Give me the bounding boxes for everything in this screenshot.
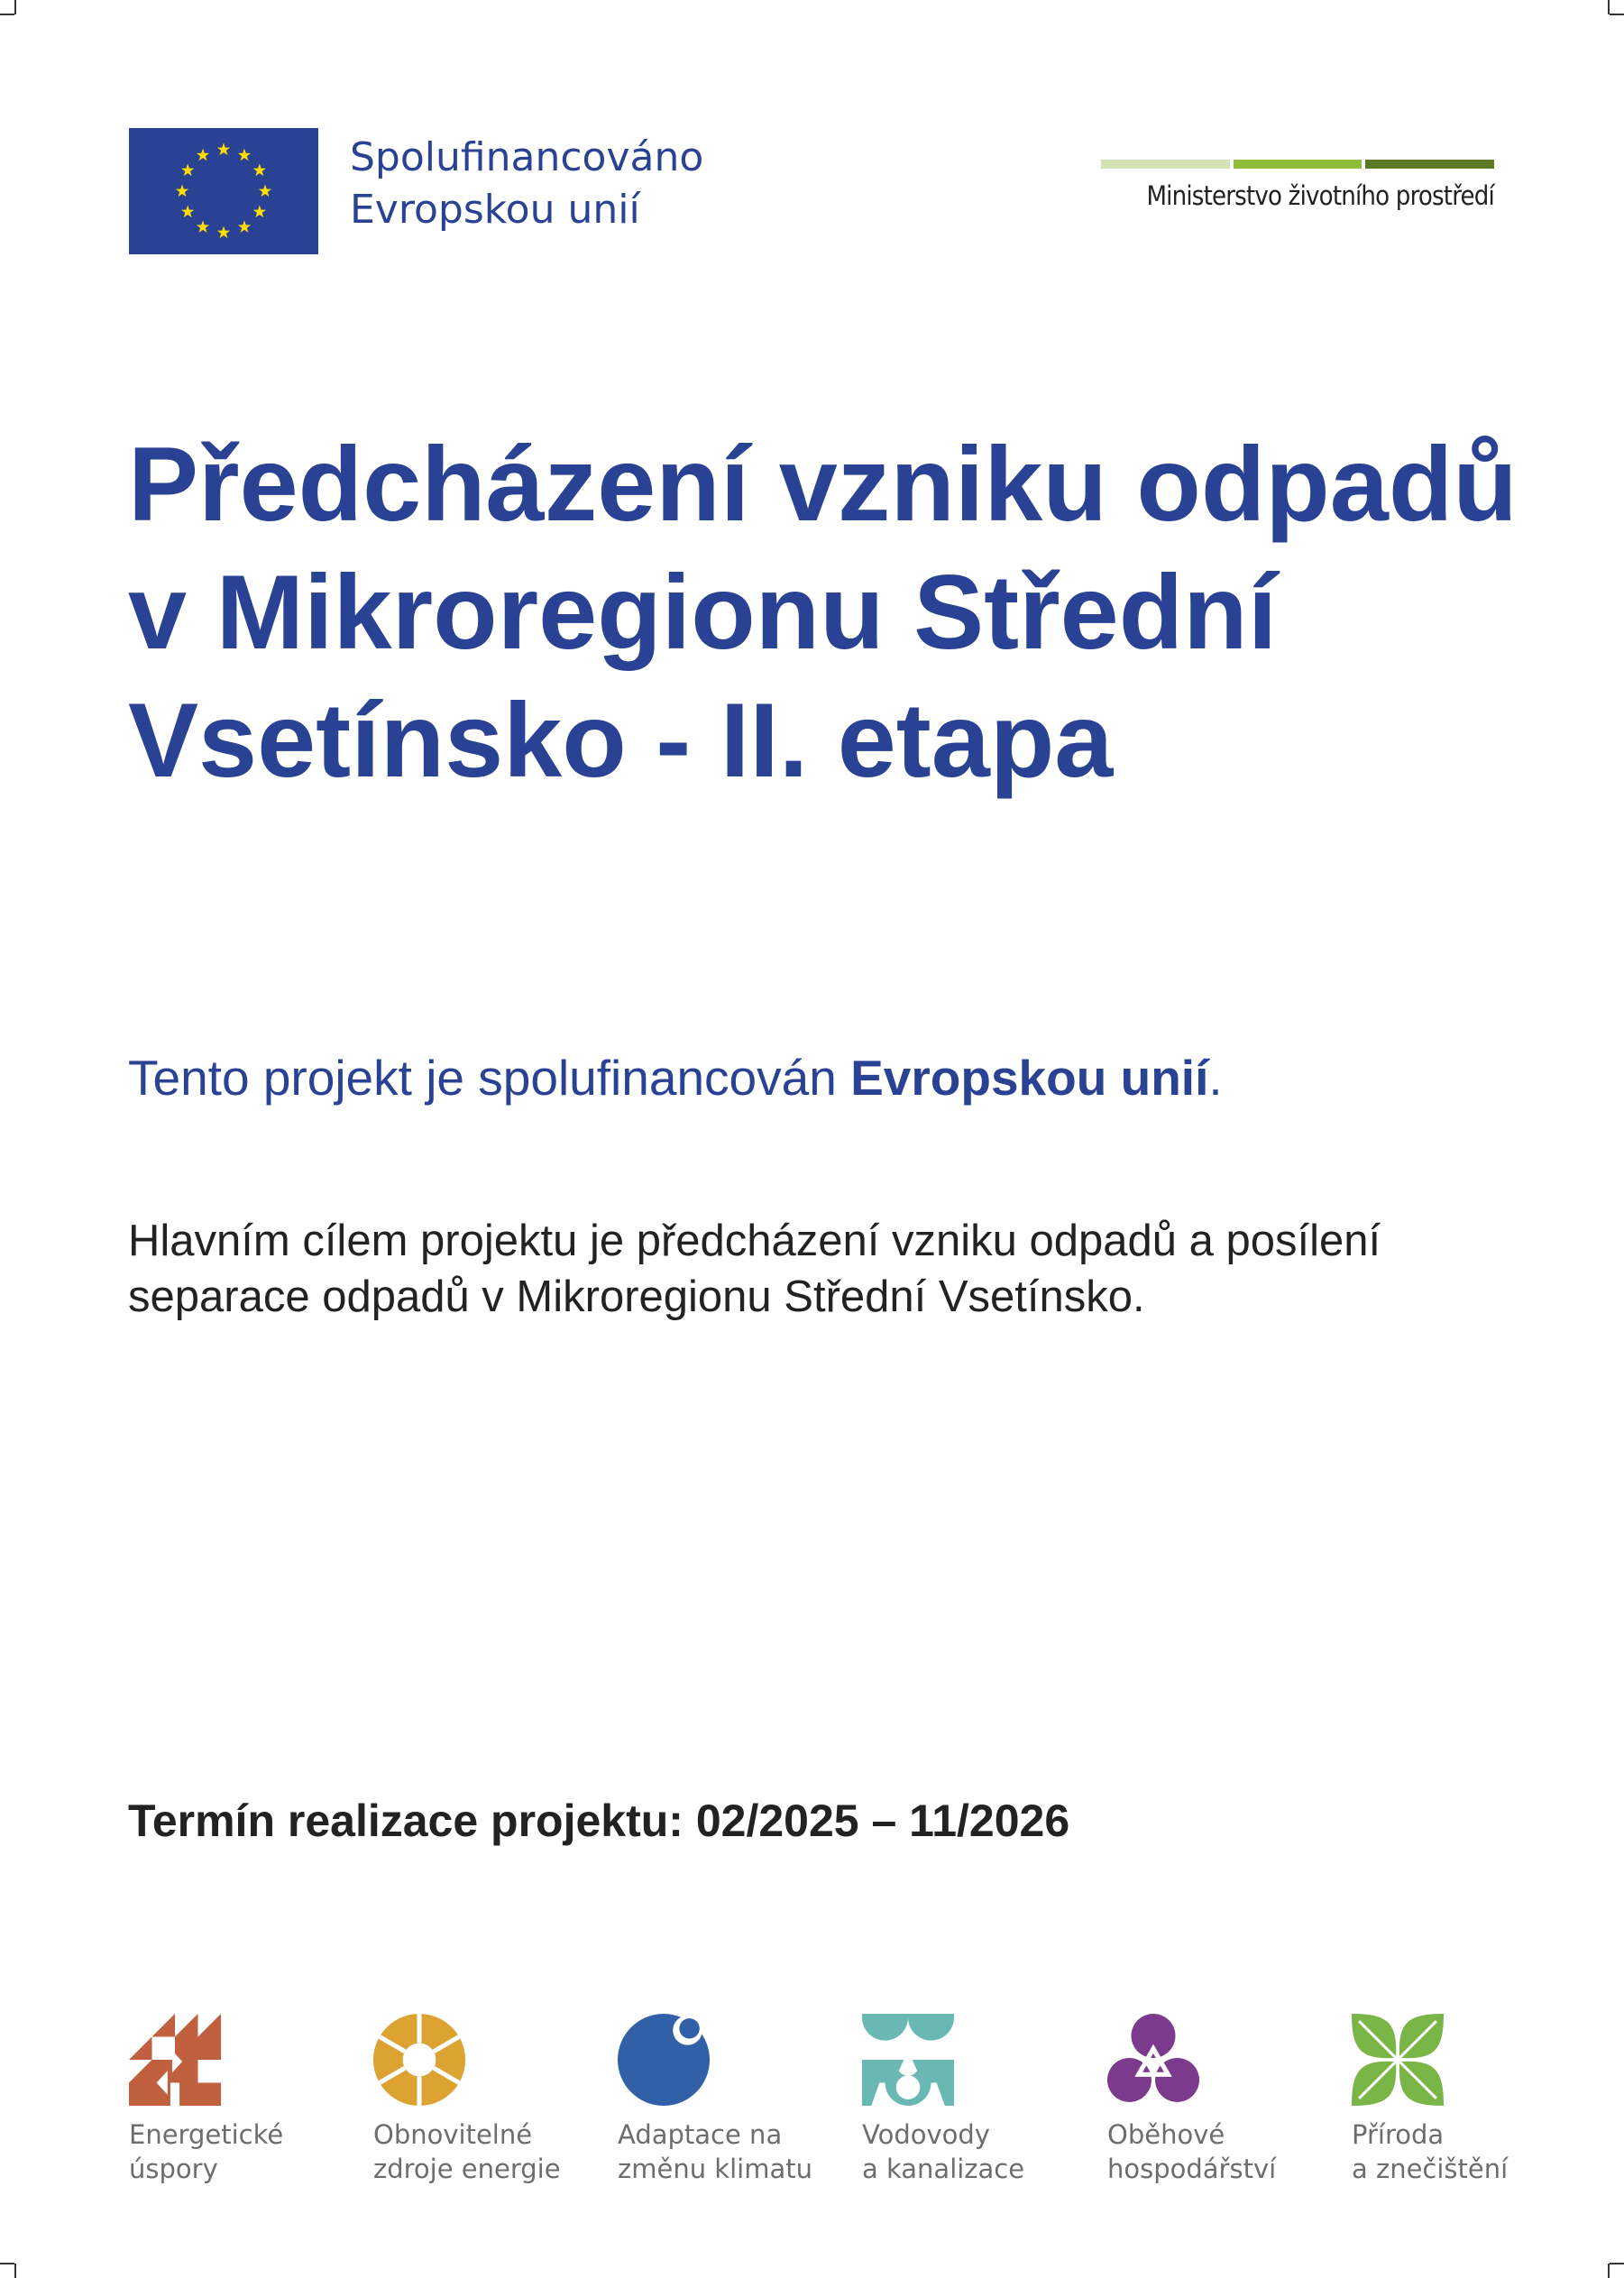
cofinancing-statement xyxy=(128,1046,1223,1109)
icon-label-line1: Vodovody xyxy=(862,2119,990,2150)
eu-label-line2: Evropskou unií xyxy=(350,187,640,233)
crop-mark xyxy=(14,2264,16,2278)
project-title: Předcházení vzniku odpadů v Mikroregionu Střední Vsetínsko - II. etapa xyxy=(128,425,1518,799)
project-description: Hlavním cílem projektu je předcházení vzniku odpadů a posílení separace odpadů v Mikroregionu Střední Vsetínsko. xyxy=(128,1217,1381,1321)
eu-star-icon xyxy=(253,164,266,177)
icon-label xyxy=(862,2117,1078,2186)
program-item-climate xyxy=(618,2014,834,2186)
eu-star-icon xyxy=(176,185,188,197)
crop-mark xyxy=(0,2263,14,2264)
program-item-energy xyxy=(129,2014,345,2186)
eu-cofinancing-label xyxy=(350,132,703,236)
eu-star-icon xyxy=(253,206,266,218)
crop-mark xyxy=(14,0,16,14)
eu-star-icon xyxy=(197,220,209,233)
icon-label-line1: Oběhové xyxy=(1107,2119,1225,2150)
ministry-name: Ministerstvo životního prostředí xyxy=(1146,180,1494,211)
nature-pollution-icon xyxy=(1352,2014,1444,2106)
ministry-logo xyxy=(1101,160,1494,211)
icon-label xyxy=(1107,2117,1324,2186)
icon-label-line2: zdroje energie xyxy=(373,2154,561,2184)
ministry-bar-dark xyxy=(1365,160,1494,169)
eu-star-icon xyxy=(181,164,194,177)
icon-label-line2: úspory xyxy=(129,2154,218,2184)
program-item-renewable xyxy=(373,2014,590,2186)
icon-label xyxy=(373,2117,590,2186)
eu-star-icon xyxy=(217,226,230,239)
energy-savings-icon xyxy=(129,2014,221,2106)
eu-star-icon xyxy=(181,206,194,218)
ministry-bar-light xyxy=(1101,160,1230,169)
icon-label-line1: Adaptace na xyxy=(618,2119,783,2150)
crop-mark xyxy=(0,14,14,15)
eu-star-icon xyxy=(259,185,271,197)
eu-flag-logo xyxy=(129,128,318,254)
cofinancing-period: . xyxy=(1208,1050,1223,1106)
eu-star-icon xyxy=(238,149,251,161)
crop-mark xyxy=(1610,2263,1624,2264)
circular-economy-icon xyxy=(1107,2014,1199,2106)
eu-star-icon xyxy=(238,220,251,233)
eu-label-line1: Spolufinancováno xyxy=(350,134,704,180)
icon-label-line2: a znečištění xyxy=(1352,2154,1509,2184)
icon-label xyxy=(129,2117,345,2186)
project-term: Termín realizace projektu: 02/2025 – 11/2026 xyxy=(128,1796,1070,1846)
icon-label-line1: Příroda xyxy=(1352,2119,1445,2150)
program-item-water xyxy=(862,2014,1078,2186)
climate-adaptation-icon xyxy=(618,2014,710,2106)
ministry-bar-mid xyxy=(1234,160,1363,169)
icon-label-line2: změnu klimatu xyxy=(618,2154,812,2184)
water-sewerage-icon xyxy=(862,2014,954,2106)
icon-label-line2: hospodářství xyxy=(1107,2154,1277,2184)
crop-mark xyxy=(1610,14,1624,15)
eu-star-icon xyxy=(197,149,209,161)
crop-mark xyxy=(1608,0,1610,14)
ministry-color-bars xyxy=(1101,160,1494,169)
icon-label-line1: Obnovitelné xyxy=(373,2119,533,2150)
renewable-energy-icon xyxy=(373,2014,465,2106)
icon-label xyxy=(1352,2117,1568,2186)
program-item-circular xyxy=(1107,2014,1324,2186)
cofinancing-eu: Evropskou unií xyxy=(850,1050,1209,1106)
icon-label-line2: a kanalizace xyxy=(862,2154,1025,2184)
eu-stars-icon xyxy=(129,128,318,254)
eu-star-icon xyxy=(217,143,230,156)
icon-label xyxy=(618,2117,834,2186)
cofinancing-text: Tento projekt je spolufinancován xyxy=(128,1050,851,1106)
program-item-nature xyxy=(1352,2014,1568,2186)
crop-mark xyxy=(1608,2264,1610,2278)
icon-label-line1: Energetické xyxy=(129,2119,284,2150)
